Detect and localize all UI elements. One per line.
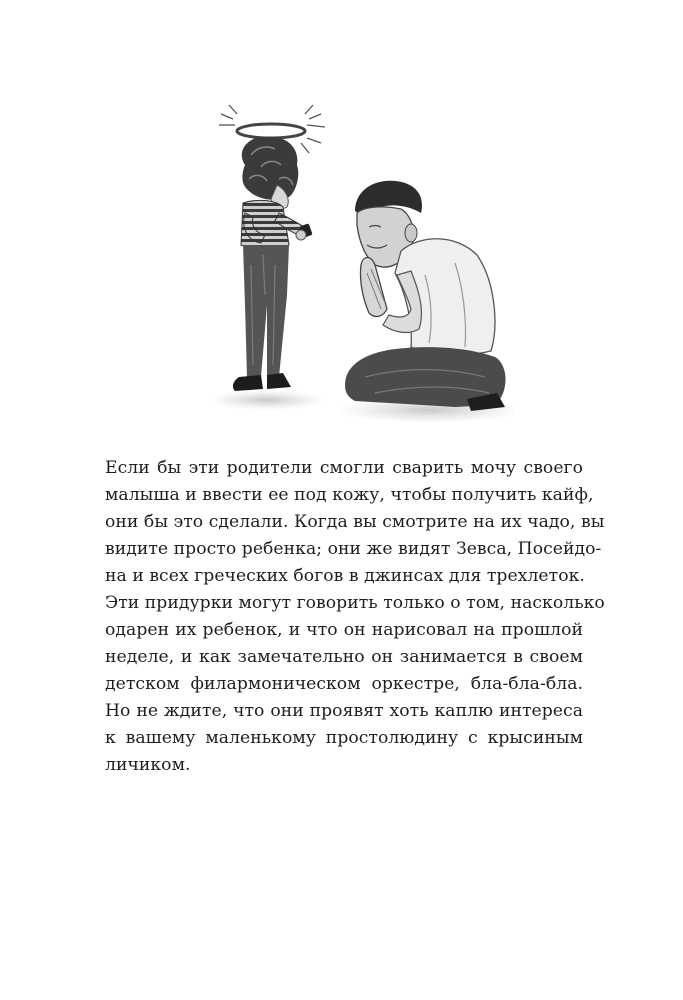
child-figure [233,137,313,391]
kneeling-adult-figure [345,181,506,411]
text-line-12: личиком. [105,755,191,775]
child-shadow [209,390,325,410]
text-line-6: Эти придурки могут говорить только о том, насколько [105,593,605,613]
text-line-1: Если бы эти родители смогли сварить мочу своего [105,458,583,478]
parent-and-child-drawing [205,95,515,425]
illustration [205,95,515,425]
text-line-9: детском филармоническом оркестре, бла-бла-бла. [105,674,583,694]
text-line-8: неделе, и как замечательно он занимается в своем [105,647,583,667]
text-line-2: малыша и ввести ее под кожу, чтобы получить кайф, [105,485,594,505]
text-line-5: на и всех греческих богов в джинсах для трехлеток. [105,566,585,586]
text-line-10: Но не ждите, что они проявят хоть каплю интереса [105,701,583,721]
text-line-11: к вашему маленькому простолюдину с крысиным [105,728,583,748]
text-line-4: видите просто ребенка; они же видят Зевса, Посейдо- [105,539,602,559]
text-line-3: они бы это сделали. Когда вы смотрите на их чадо, вы [105,512,605,532]
body-paragraph [105,455,605,779]
text-line-7: одарен их ребенок, и что он нарисовал на прошлой [105,620,583,640]
